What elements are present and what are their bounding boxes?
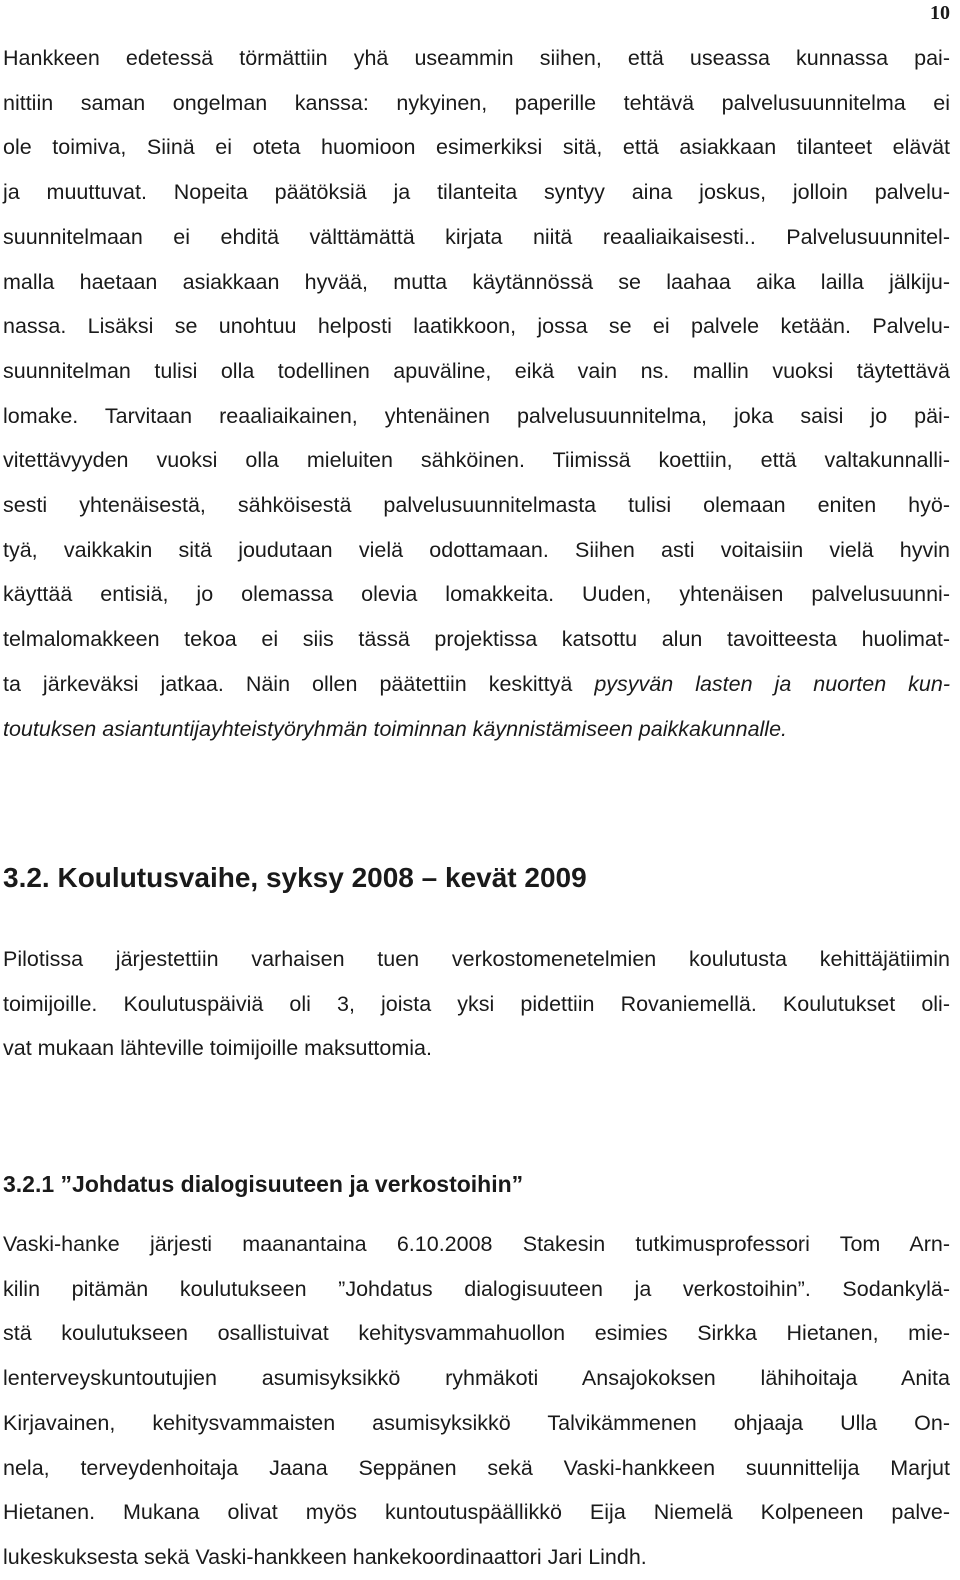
text-line: vitettävyyden vuoksi olla mieluiten sähköinen. Tiimissä koettiin, että valtakunnalli- — [3, 448, 950, 473]
text-line: Kirjavainen, kehitysvammaisten asumisyksikkö Talvikämmenen ohjaaja Ulla On- — [3, 1410, 950, 1435]
text-line: nittiin saman ongelman kanssa: nykyinen, paperille tehtävä palvelusuunnitelma ei — [3, 90, 950, 115]
text-line: lukeskuksesta sekä Vaski-hankkeen hankekoordinaattori Jari Lindh. — [3, 1544, 647, 1569]
text-line — [3, 662, 950, 707]
text-line: suunnitelmaan ei ehditä välttämättä kirjata niitä reaaliaikaisesti.. Palvelusuunnitel- — [3, 224, 950, 249]
text-plain: ta järkeväksi jatkaa. Näin ollen päätettiin keskittyä — [3, 671, 595, 696]
text-line: Pilotissa järjestettiin varhaisen tuen verkostomenetelmien koulutusta kehittäjätiimin — [3, 947, 950, 971]
text-line: käyttää entisiä, jo olemassa olevia lomakkeita. Uuden, yhtenäisen palvelusuunni- — [3, 582, 950, 607]
text-line: toimijoille. Koulutuspäiviä oli 3, joista yksi pidettiin Rovaniemellä. Koulutukset oli- — [3, 991, 950, 1016]
text-line: Vaski-hanke järjesti maanantaina 6.10.2008 Stakesin tutkimusprofessori Tom Arn- — [3, 1232, 950, 1256]
section-heading-3-2: 3.2. Koulutusvaihe, syksy 2008 – kevät 2009 — [3, 862, 587, 893]
text-line: stä koulutukseen osallistuivat kehitysvammahuollon esimies Sirkka Hietanen, mie- — [3, 1321, 950, 1346]
text-line: tyä, vaikkakin sitä joudutaan vielä odottamaan. Siihen asti voitaisiin vielä hyvin — [3, 537, 950, 562]
text-line: vat mukaan lähteville toimijoille maksuttomia. — [3, 1036, 432, 1061]
paragraph-introduction-course — [3, 1222, 950, 1580]
text-line — [3, 707, 950, 752]
text-italic: pysyvän lasten ja nuorten kun- — [594, 671, 950, 696]
page-number: 10 — [930, 2, 950, 24]
text-line: lenterveyskuntoutujien asumisyksikkö ryhmäkoti Ansajokoksen lähihoitaja Anita — [3, 1366, 950, 1391]
text-line: Hankkeen edetessä törmättiin yhä useammin siihen, että useassa kunnassa pai- — [3, 46, 950, 70]
text-line: ja muuttuvat. Nopeita päätöksiä ja tilanteita syntyy aina joskus, jolloin palvelu- — [3, 180, 950, 205]
text-line: suunnitelman tulisi olla todellinen apuväline, eikä vain ns. mallin vuoksi täytettävä — [3, 358, 950, 383]
section-heading-3-2-1: 3.2.1 ”Johdatus dialogisuuteen ja verkostoihin” — [3, 1171, 524, 1197]
text-line: ole toimiva, Siinä ei oteta huomioon esimerkiksi sitä, että asiakkaan tilanteet elävät — [3, 135, 950, 160]
text-line: telmalomakkeen tekoa ei siis tässä projektissa katsottu alun tavoitteesta huolimat- — [3, 627, 950, 652]
text-line: Hietanen. Mukana olivat myös kuntoutuspäällikkö Eija Niemelä Kolpeneen palve- — [3, 1500, 950, 1525]
text-line: nassa. Lisäksi se unohtuu helposti laatikkoon, jossa se ei palvele ketään. Palvelu- — [3, 314, 950, 339]
text-line: malla haetaan asiakkaan hyvää, mutta käytännössä se laahaa aika lailla jälkiju- — [3, 269, 950, 294]
text-line: kilin pitämän koulutukseen ”Johdatus dialogisuuteen ja verkostoihin”. Sodankylä- — [3, 1276, 950, 1301]
text-line: nela, terveydenhoitaja Jaana Seppänen sekä Vaski-hankkeen suunnittelija Marjut — [3, 1455, 950, 1480]
text-line: lomake. Tarvitaan reaaliaikainen, yhtenäinen palvelusuunnitelma, joka saisi jo päi- — [3, 403, 950, 428]
paragraph-project-progress — [3, 36, 950, 751]
text-italic: toutuksen asiantuntijayhteistyöryhmän toiminnan käynnistämiseen paikkakunnalle. — [3, 716, 788, 741]
text-line: sesti yhtenäisestä, sähköisestä palvelusuunnitelmasta tulisi olemaan eniten hyö- — [3, 493, 950, 518]
paragraph-training — [3, 937, 950, 1071]
